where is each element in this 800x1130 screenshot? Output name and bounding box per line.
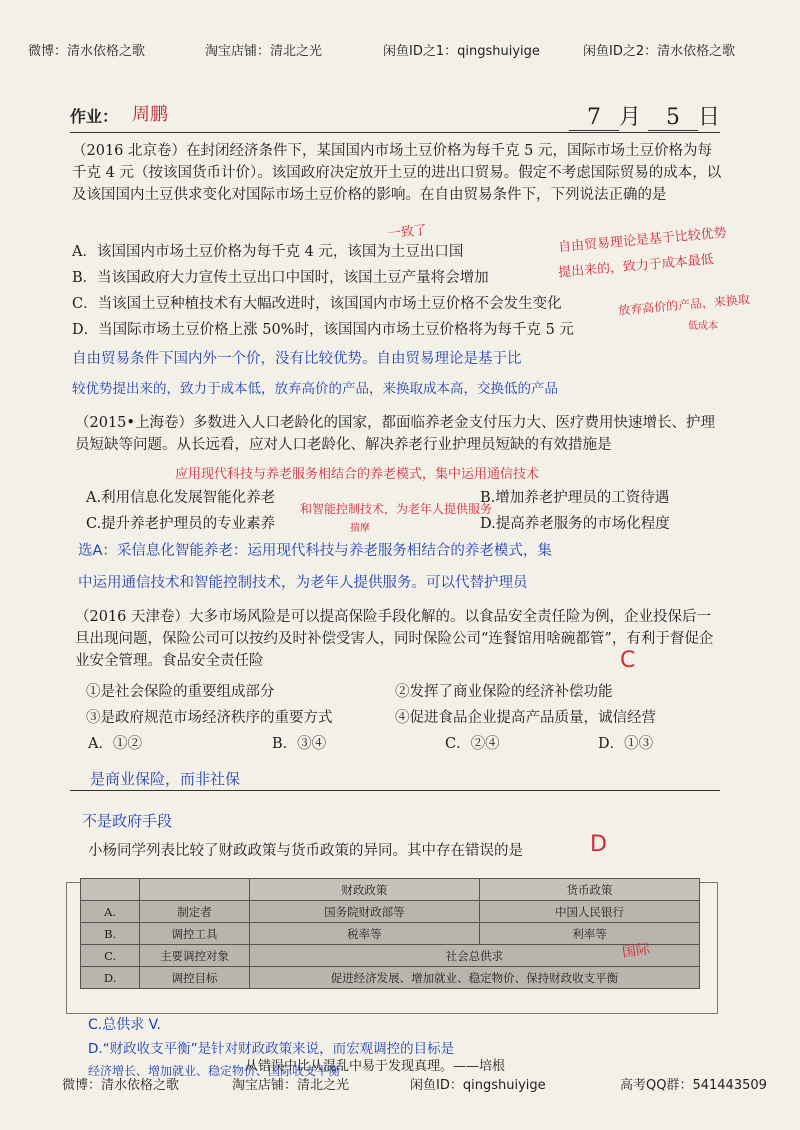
row-item: 调控目标	[140, 967, 250, 989]
homework-label: 作业：	[70, 107, 119, 126]
row-monetary: 中国人民银行	[479, 901, 699, 923]
q1-side-note-3: 放弃高价的产品，来换取	[617, 292, 751, 318]
q1-option-b: B．当该国政府大力宣传土豆出口中国时，该国土豆产量将会增加	[72, 270, 489, 286]
q1-side-note-4: 低成本	[688, 321, 718, 332]
row-label: D.	[81, 967, 140, 989]
q1-side-note-2: 提出来的，致力于成本最低	[557, 252, 715, 281]
date-month: 7	[569, 105, 619, 131]
table-row	[81, 945, 700, 967]
q3-choice-b: B．③④	[272, 736, 327, 752]
q1-side-note-1: 自由贸易理论是基于比较优势	[557, 225, 728, 256]
q2-red-note-1: 应用现代科技与养老服务相结合的养老模式，集中运用通信技术	[175, 467, 540, 482]
policy-comparison-table	[80, 878, 700, 989]
header-divider	[70, 132, 720, 133]
row-label: A.	[81, 901, 140, 923]
row-item: 主要调控对象	[140, 945, 250, 967]
q2-red-note-2: 和智能控制技术，为老年人提供服务	[300, 502, 493, 516]
banner-weibo: 微博：清水依格之歌	[28, 43, 146, 59]
q3-choice-d: D．①③	[598, 736, 654, 752]
q1-stem: （2016 北京卷）在封闭经济条件下，某国国内市场土豆价格为每千克 5 元，国际市场土豆价格为每千克 4 元（按该国货币计价）。该国政府决定放开土豆的进出口贸易。假定不考虑国际贸易的成本，以及该国国内土豆供求变化对国际市场土豆价格的影响。在自由贸易条件下，下列说法正确的是	[72, 143, 722, 203]
q2-red-note-3: 揣摩	[350, 523, 370, 534]
date-month-unit: 月	[618, 105, 641, 130]
q1-option-d: D．当国际市场土豆价格上涨 50%时，该国国内市场土豆价格将为每千克 5 元	[72, 322, 574, 338]
q3-answer-mark: C	[620, 648, 636, 673]
row-item: 调控工具	[140, 923, 250, 945]
q4-answer-mark: D	[590, 832, 607, 857]
table-header-row	[81, 879, 700, 901]
banner-bottom-weibo: 微博：清水依格之歌	[62, 1077, 180, 1093]
q4-note-2: D.“财政收支平衡”是针对财政政策来说，而宏观调控的目标是	[88, 1041, 455, 1057]
row-merged: 社会总供求	[249, 945, 699, 967]
q3-statement-3: ③是政府规范市场经济秩序的重要方式	[86, 710, 333, 726]
q3-statement-1: ①是社会保险的重要组成部分	[86, 684, 275, 700]
student-name: 周鹏	[132, 104, 168, 125]
q2-option-c: C.提升养老护理员的专业素养	[86, 516, 276, 532]
row-fiscal: 国务院财政部等	[249, 901, 479, 923]
q2-option-b: B.增加养老护理员的工资待遇	[480, 490, 670, 506]
row-merged: 促进经济发展、增加就业、稳定物价、保持财政收支平衡	[249, 967, 699, 989]
q1-answer-note-1: 自由贸易条件下国内外一个价，没有比较优势。自由贸易理论是基于比	[72, 351, 522, 367]
banner-xianyu1: 闲鱼ID之1：qingshuiyige	[383, 43, 540, 59]
q4-side-letter: 国际	[621, 941, 651, 961]
top-banner	[0, 38, 800, 60]
q2-stem: （2015•上海卷）多数进入人口老龄化的国家，都面临养老金支付压力大、医疗费用快速增长、护理员短缺等问题。从长远看，应对人口老龄化、解决养老行业护理员短缺的有效措施是	[75, 415, 715, 453]
q2-answer-note-2: 中运用通信技术和智能控制技术，为老年人提供服务。可以代替护理员	[78, 575, 528, 591]
footer-slogan: 从错误中比从混乱中易于发现真理。——培根	[245, 1059, 506, 1074]
q3-note-1: 是商业保险，而非社保	[90, 770, 241, 788]
q4-note-3: 经济增长、增加就业、稳定物价、国际收支平衡	[88, 1064, 341, 1078]
row-item: 制定者	[140, 901, 250, 923]
row-label: C.	[81, 945, 140, 967]
row-monetary: 利率等	[479, 923, 699, 945]
q3-choice-c: C．②④	[445, 736, 500, 752]
row-fiscal: 税率等	[249, 923, 479, 945]
homework-header	[70, 100, 720, 130]
table-row	[81, 923, 700, 945]
banner-taobao: 淘宝店铺：清北之光	[205, 43, 323, 59]
banner-bottom-taobao: 淘宝店铺：清北之光	[232, 1077, 350, 1093]
q4-note-1: C.总供求 V.	[88, 1017, 161, 1033]
banner-bottom-qq: 高考QQ群：541443509	[620, 1077, 767, 1093]
q1-option-a: A．该国国内市场土豆价格为每千克 4 元，该国为土豆出口国	[72, 244, 464, 260]
q1-answer-note-2: 较优势提出来的，致力于成本低，放弃高价的产品，来换取成本高，交换低的产品	[72, 381, 558, 397]
q1-option-c: C．当该国土豆种植技术有大幅改进时，该国国内市场土豆价格不会发生变化	[72, 296, 562, 312]
banner-xianyu2: 闲鱼ID之2：清水依格之歌	[583, 43, 736, 59]
q2-answer-note-1: 选A：采信息化智能养老：运用现代科技与养老服务相结合的养老模式，集	[78, 543, 552, 559]
bottom-banner	[0, 1072, 800, 1094]
q4-stem: 小杨同学列表比较了财政政策与货币政策的异同。其中存在错误的是	[88, 843, 523, 859]
table-header-monetary: 货币政策	[479, 879, 699, 901]
date	[569, 100, 720, 131]
table-row	[81, 901, 700, 923]
q3-statement-2: ②发挥了商业保险的经济补偿功能	[395, 684, 613, 700]
table-header-blank-2	[140, 879, 250, 901]
table-header-blank-1	[81, 879, 140, 901]
date-day-unit: 日	[697, 105, 720, 130]
row-label: B.	[81, 923, 140, 945]
q2-option-a: A.利用信息化发展智能化养老	[86, 490, 276, 506]
q1-note-a: 一致了	[387, 223, 428, 243]
table-row	[81, 967, 700, 989]
q3-statement-4: ④促进食品企业提高产品质量，诚信经营	[395, 710, 656, 726]
q2-option-d: D.提高养老服务的市场化程度	[480, 516, 670, 532]
date-day: 5	[648, 105, 698, 131]
table-header-fiscal: 财政政策	[249, 879, 479, 901]
q3-choice-a: A．①②	[88, 736, 142, 752]
q3-stem: （2016 天津卷）大多市场风险是可以提高保险手段化解的。以食品安全责任险为例，企业投保后一旦出现问题，保险公司可以按约及时补偿受害人，同时保险公司“连餐馆用啥碗都管”，有利于督促企业安全管理。食品安全责任险	[75, 609, 714, 669]
banner-bottom-xianyu: 闲鱼ID：qingshuiyige	[410, 1077, 546, 1093]
q3-note-2: 不是政府手段	[82, 812, 173, 830]
